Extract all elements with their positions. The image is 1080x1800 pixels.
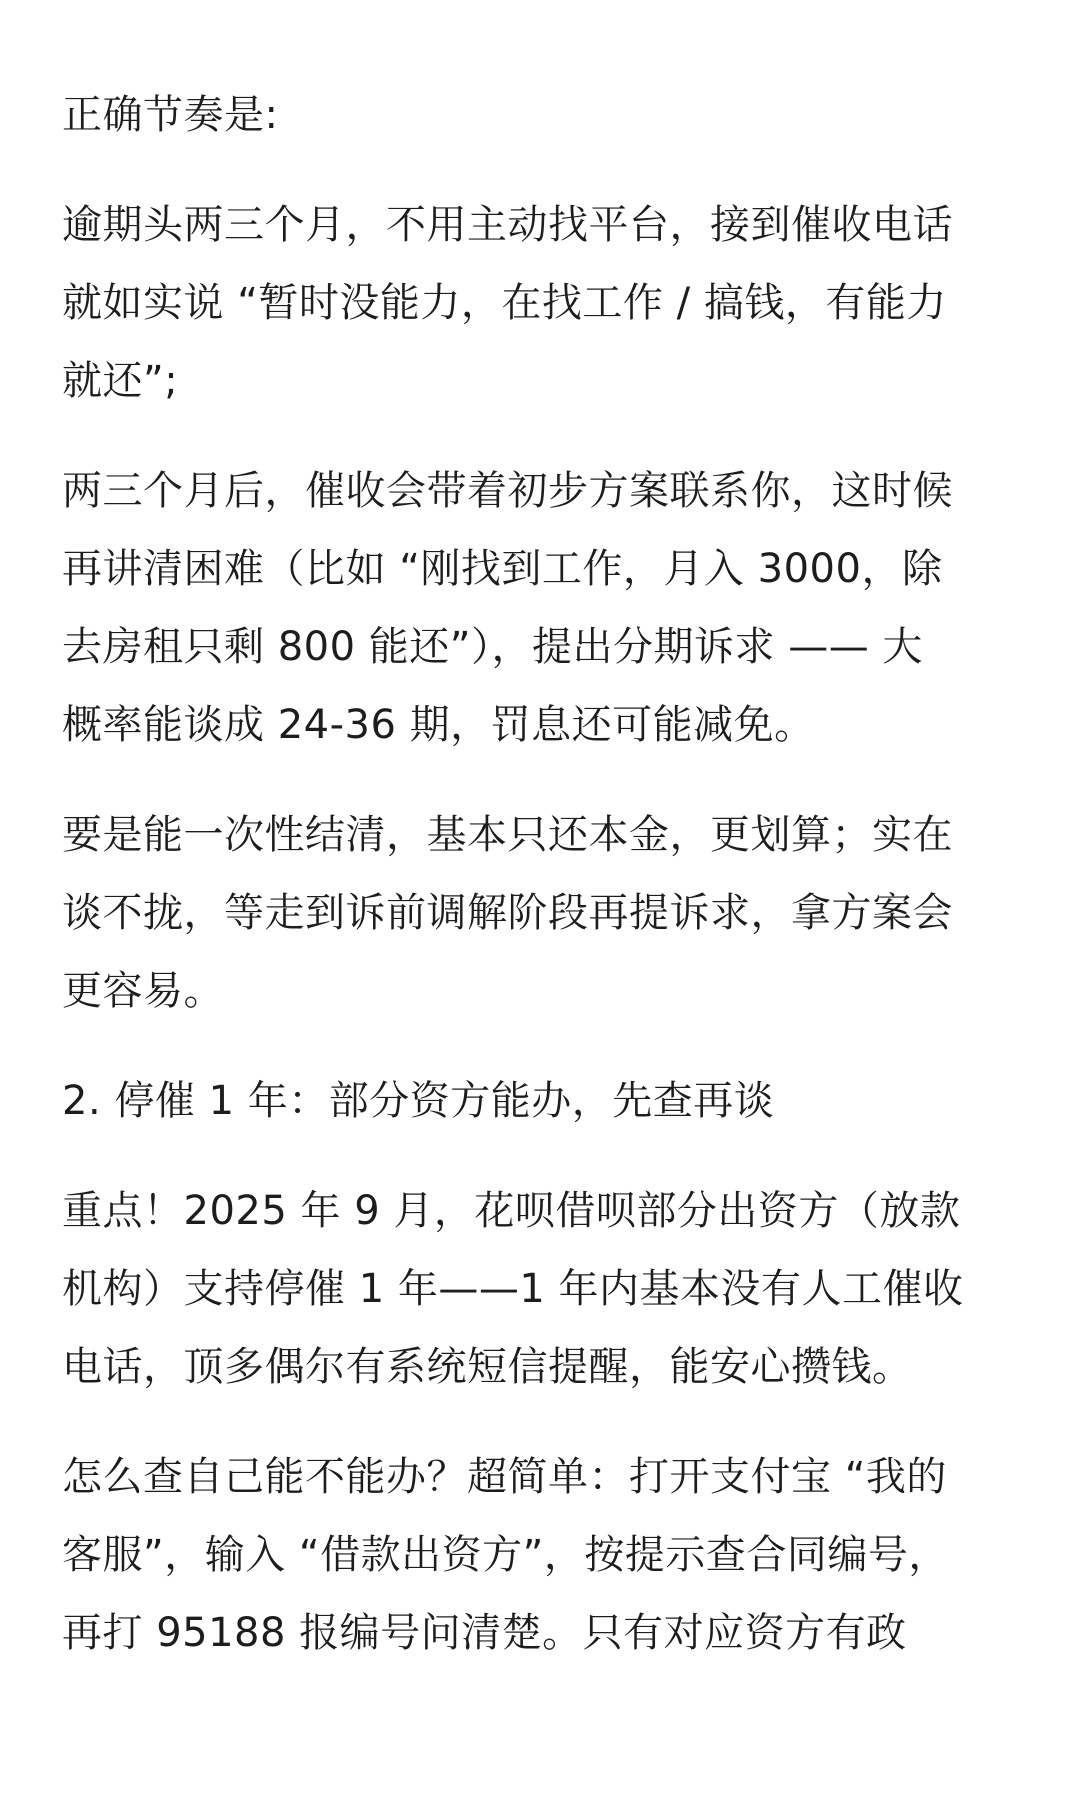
text-line: 逾期头两三个月，不用主动找平台，接到催收电话 bbox=[62, 202, 953, 248]
text-line: 就还”; bbox=[62, 358, 179, 404]
text-line: 正确节奏是: bbox=[62, 92, 279, 138]
text-line: 谈不拢，等走到诉前调解阶段再提诉求，拿方案会 bbox=[62, 890, 953, 936]
text-line: 电话，顶多偶尔有系统短信提醒，能安心攒钱。 bbox=[62, 1344, 913, 1390]
paragraph-pause-collection bbox=[62, 1172, 1022, 1406]
text-line: 再讲清困难（比如 “刚找到工作，月入 3000，除 bbox=[62, 546, 943, 592]
text-line: 重点！2025 年 9 月，花呗借呗部分出资方（放款 bbox=[62, 1188, 961, 1234]
article-body bbox=[62, 76, 1022, 1704]
text-line: 机构）支持停催 1 年——1 年内基本没有人工催收 bbox=[62, 1266, 964, 1312]
text-line: 更容易。 bbox=[62, 968, 224, 1014]
section-heading bbox=[62, 1062, 1022, 1140]
text-line: 概率能谈成 24-36 期，罚息还可能减免。 bbox=[62, 702, 815, 748]
paragraph-intro bbox=[62, 76, 1022, 154]
paragraph-negotiation bbox=[62, 452, 1022, 764]
text-line: 怎么查自己能不能办？超简单：打开支付宝 “我的 bbox=[62, 1454, 947, 1500]
text-line: 再打 95188 报编号问清楚。只有对应资方有政 bbox=[62, 1610, 907, 1656]
text-line: 要是能一次性结清，基本只还本金，更划算；实在 bbox=[62, 812, 953, 858]
paragraph-how-to-check bbox=[62, 1438, 1022, 1672]
text-line: 去房租只剩 800 能还”），提出分期诉求 —— 大 bbox=[62, 624, 923, 670]
text-line: 两三个月后，催收会带着初步方案联系你，这时候 bbox=[62, 468, 953, 514]
text-line: 2. 停催 1 年：部分资方能办，先查再谈 bbox=[62, 1078, 775, 1124]
text-line: 客服”，输入 “借款出资方”，按提示查合同编号， bbox=[62, 1532, 949, 1578]
text-line: 就如实说 “暂时没能力，在找工作 / 搞钱，有能力 bbox=[62, 280, 947, 326]
paragraph-settlement bbox=[62, 796, 1022, 1030]
paragraph-early-overdue bbox=[62, 186, 1022, 420]
